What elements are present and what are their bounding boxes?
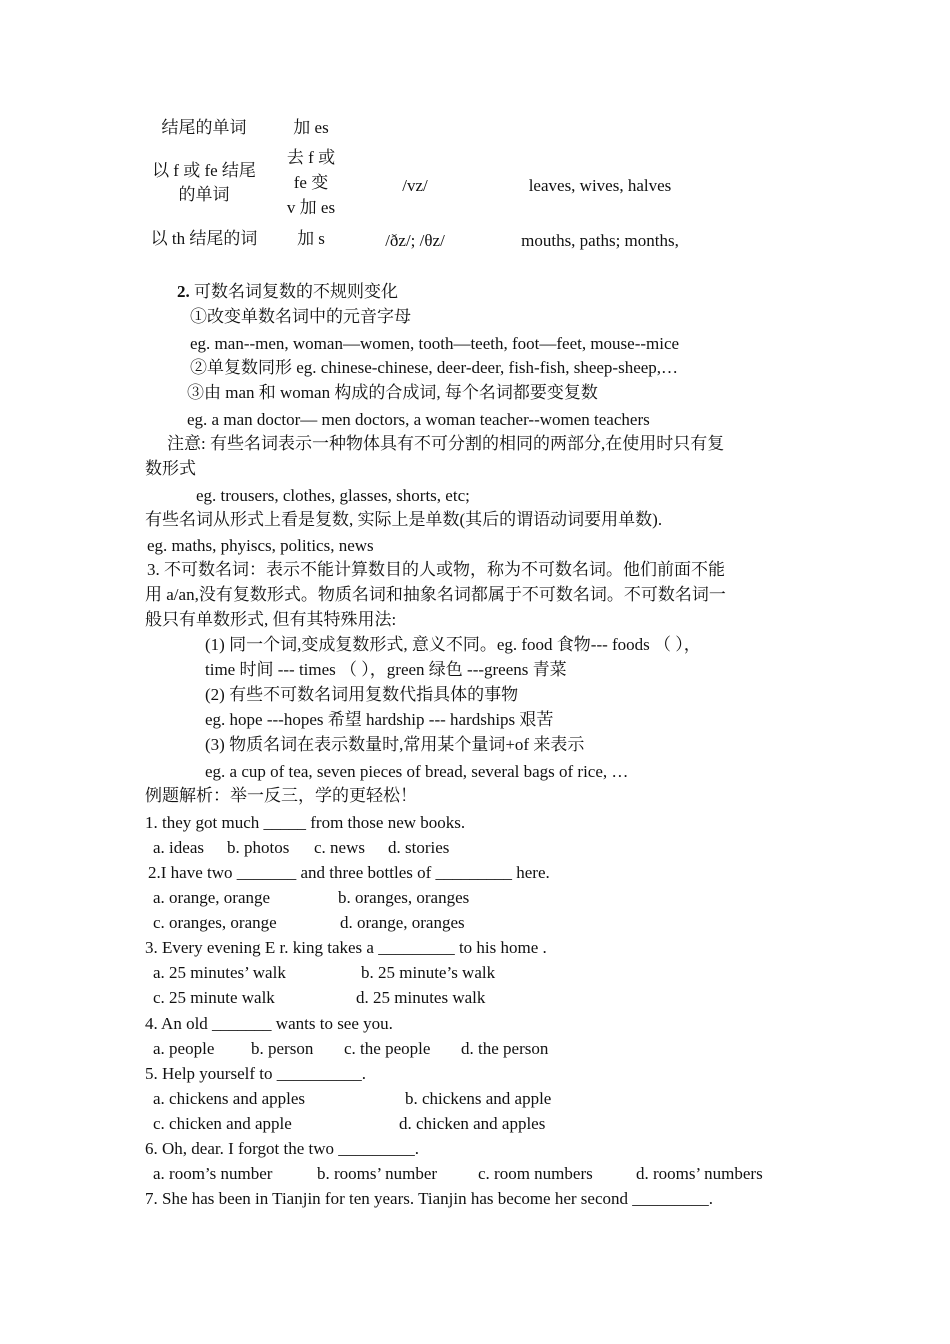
note-example1: eg. trousers, clothes, glasses, shorts, etc; (196, 486, 470, 505)
q1-option-c: c. news (314, 838, 365, 857)
q2-option-d: d. orange, oranges (340, 913, 465, 932)
question-6: 6. Oh, dear. I forgot the two _________. (145, 1139, 420, 1158)
section2-number: 2. (177, 282, 190, 301)
table-row2-examples: leaves, wives, halves (528, 176, 672, 195)
note-line2: 数形式 (145, 459, 196, 478)
table-row1-type: 结尾的单词 (161, 118, 247, 137)
q3-option-a: a. 25 minutes’ walk (153, 963, 286, 982)
q2-option-a: a. orange, orange (153, 888, 271, 907)
table-row2-rule-line1: 去 f 或 (286, 148, 336, 167)
question-4: 4. An old _______ wants to see you. (145, 1014, 393, 1033)
section2-heading (177, 281, 398, 303)
section3-line2: 用 a/an,没有复数形式。物质名词和抽象名词都属于不可数名词。不可数名词一 (145, 585, 726, 604)
note-line3: 有些名词从形式上看是复数, 实际上是单数(其后的谓语动词要用单数). (145, 510, 663, 529)
question-1: 1. they got much _____ from those new books. (145, 813, 466, 832)
question-7: 7. She has been in Tianjin for ten years. Tianjin has become her second _________. (145, 1189, 714, 1208)
q3-option-c: c. 25 minute walk (153, 988, 275, 1007)
table-row3-sound: /ðz/; /θz/ (385, 231, 445, 250)
section2-item-2: eg. man--men, woman—women, tooth—teeth, foot—feet, mouse--mice (190, 334, 680, 353)
table-row3-rule: 加 s (297, 229, 325, 248)
q6-option-c: c. room numbers (478, 1164, 593, 1183)
q2-option-c: c. oranges, orange (153, 913, 277, 932)
q2-option-b: b. oranges, oranges (338, 888, 470, 907)
table-row1-rule: 加 es (293, 118, 329, 137)
section3-sub-3: (2) 有些不可数名词用复数代指具体的事物 (205, 685, 519, 704)
section3-sub-5: (3) 物质名词在表示数量时,常用某个量词+of 来表示 (205, 735, 585, 754)
section2-item-1: ①改变单数名词中的元音字母 (190, 307, 411, 326)
section2-item-3: ②单复数同形 eg. chinese-chinese, deer-deer, fish-fish, sheep-sheep,… (190, 358, 679, 377)
table-row2-type-line2: 的单词 (178, 185, 230, 204)
section2-item-5: eg. a man doctor— men doctors, a woman teacher--women teachers (187, 410, 650, 429)
q4-option-b: b. person (251, 1039, 314, 1058)
q4-option-c: c. the people (344, 1039, 431, 1058)
examples-heading: 例题解析：举一反三，学的更轻松！ (145, 786, 417, 805)
q6-option-d: d. rooms’ numbers (636, 1164, 763, 1183)
section3-sub-2: time 时间 --- times （ ），green 绿色 ---greens 青菜 (205, 660, 567, 679)
section3-line3: 般只有单数形式, 但有其特殊用法: (145, 610, 397, 629)
q1-option-d: d. stories (388, 838, 450, 857)
q4-option-a: a. people (153, 1039, 215, 1058)
table-row3-examples: mouths, paths; months, (521, 231, 679, 250)
section3-sub-1: (1) 同一个词,变成复数形式, 意义不同。eg. food 食物--- foods （ ）， (205, 635, 701, 654)
q6-option-b: b. rooms’ number (317, 1164, 438, 1183)
q1-option-b: b. photos (227, 838, 290, 857)
section3-line1: 3. 不可数名词：表示不能计算数目的人或物，称为不可数名词。他们前面不能 (147, 560, 725, 579)
section3-sub-4: eg. hope ---hopes 希望 hardship --- hardships 艰苦 (205, 710, 554, 729)
question-2: 2.I have two _______ and three bottles of _________ here. (148, 863, 550, 882)
question-5: 5. Help yourself to __________. (145, 1064, 366, 1083)
table-row2-rule-line3: v 加 es (286, 198, 336, 217)
section2-title: 可数名词复数的不规则变化 (194, 282, 398, 301)
q5-option-b: b. chickens and apple (405, 1089, 552, 1108)
table-row2-type-line1: 以 f 或 fe 结尾 (152, 161, 256, 180)
table-row2-rule-line2: fe 变 (293, 173, 329, 192)
note-line1: 注意: 有些名词表示一种物体具有不可分割的相同的两部分,在使用时只有复 (167, 434, 725, 453)
table-row2-sound: /vz/ (402, 176, 428, 195)
note-example2: eg. maths, phyiscs, politics, news (147, 536, 374, 555)
q5-option-a: a. chickens and apples (153, 1089, 305, 1108)
q6-option-a: a. room’s number (153, 1164, 273, 1183)
q3-option-d: d. 25 minutes walk (356, 988, 486, 1007)
q5-option-d: d. chicken and apples (399, 1114, 546, 1133)
section3-sub-6: eg. a cup of tea, seven pieces of bread, several bags of rice, … (205, 762, 629, 781)
table-row3-type: 以 th 结尾的词 (150, 229, 258, 248)
q5-option-c: c. chicken and apple (153, 1114, 292, 1133)
q1-option-a: a. ideas (153, 838, 204, 857)
section2-item-4: ③由 man 和 woman 构成的合成词, 每个名词都要变复数 (187, 383, 598, 402)
q4-option-d: d. the person (461, 1039, 549, 1058)
q3-option-b: b. 25 minute’s walk (361, 963, 496, 982)
question-3: 3. Every evening E r. king takes a _________ to his home . (145, 938, 547, 957)
